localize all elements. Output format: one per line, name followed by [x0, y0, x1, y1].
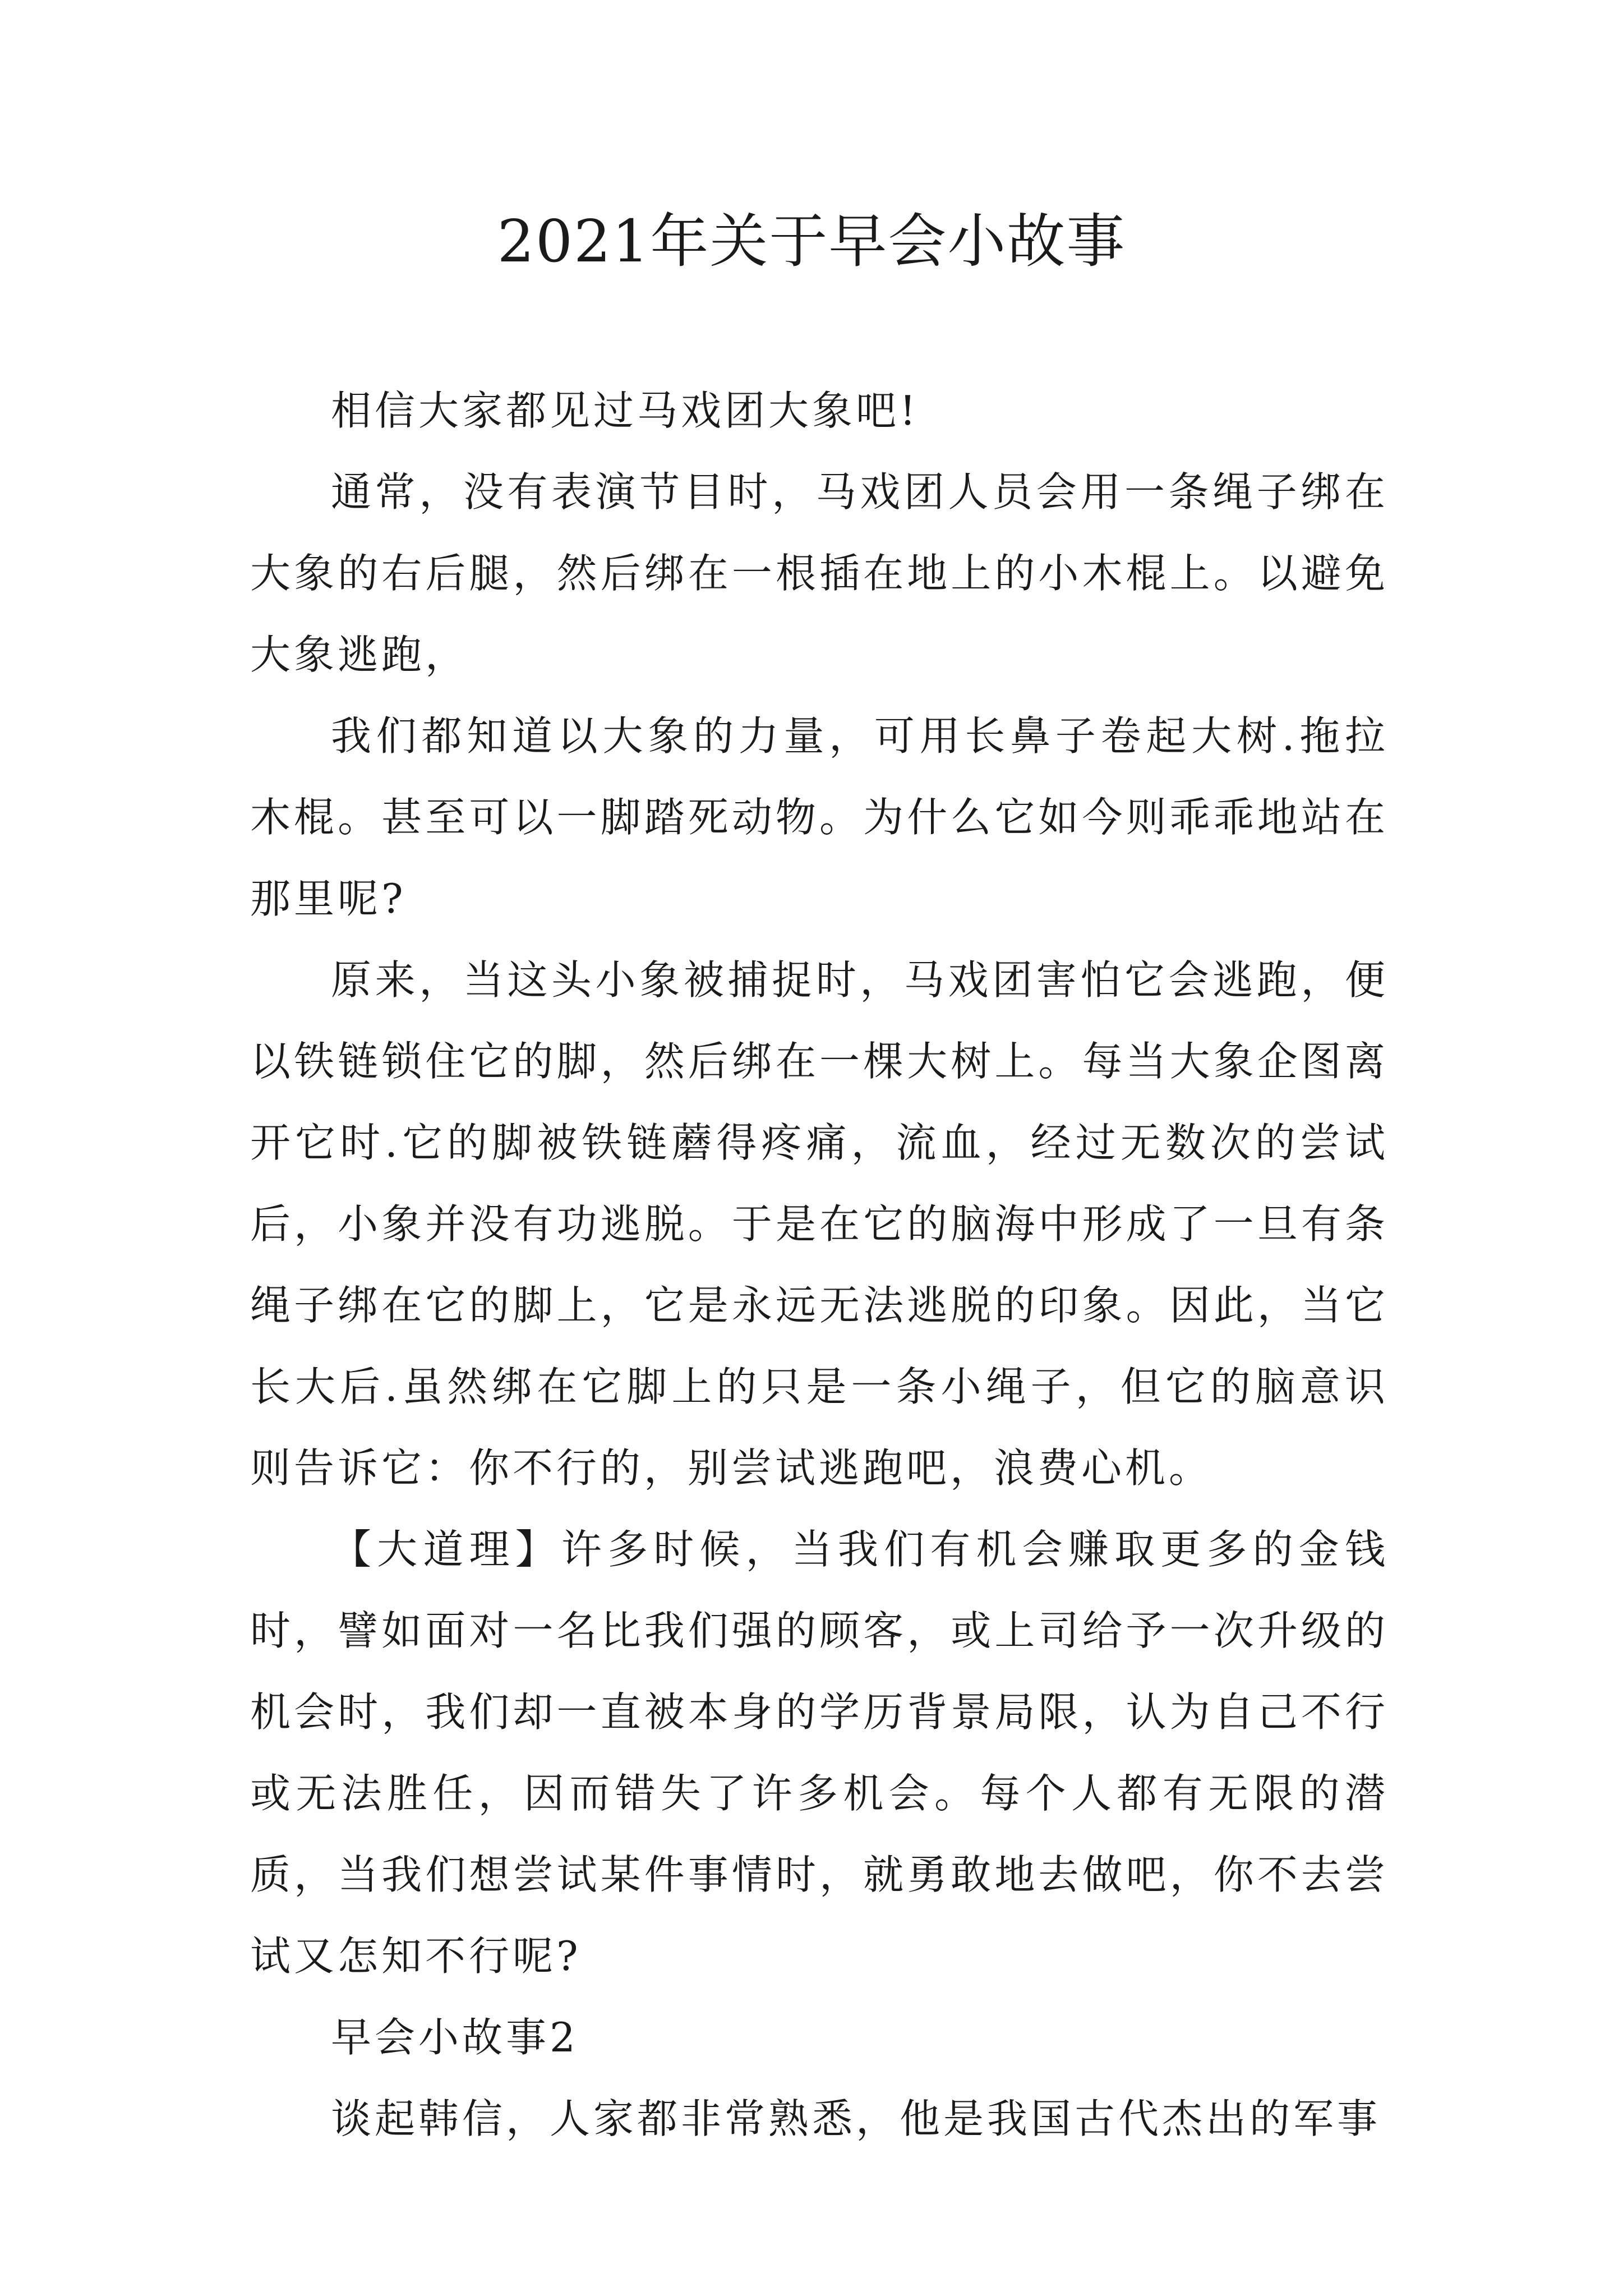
paragraph: 通常，没有表演节目时，马戏团人员会用一条绳子绑在大象的右后腿，然后绑在一根插在地上的小木棍上。以避免大象逃跑， [250, 468, 1389, 678]
paragraph: 我们都知道以大象的力量，可用长鼻子卷起大树.拖拉木棍。甚至可以一脚踏死动物。为什么它如今则乖乖地站在那里呢? [250, 712, 1389, 922]
paragraph: 原来，当这头小象被捕捉时，马戏团害怕它会逃跑，便以铁链锁住它的脚，然后绑在一棵大树上。每当大象企图离开它时.它的脚被铁链蘑得疼痛，流血，经过无数次的尝试后，小象并没有功逃脱。于是在它的脑海中形成了一旦有条绳子绑在它的脚上，它是永远无法逃脱的印象。因此，当它长大后.虽然绑在它脚上的只是一条小绳子，但它的脑意识则告诉它：你不行的，别尝试逃跑吧，浪费心机。 [250, 956, 1389, 1492]
paragraph: 相信大家都见过马戏团大象吧! [331, 387, 919, 434]
document-title: 2021年关于早会小故事 [497, 207, 1126, 275]
section-heading: 早会小故事2 [331, 2014, 579, 2061]
document-body [250, 370, 1389, 2160]
paragraph: 谈起韩信，人家都非常熟悉，他是我国古代杰出的军事 [331, 2095, 1381, 2142]
paragraph: 【大道理】许多时候，当我们有机会赚取更多的金钱时，譬如面对一名比我们强的顾客，或上司给予一次升级的机会时，我们却一直被本身的学历背景局限，认为自己不行或无法胜任，因而错失了许多机会。每个人都有无限的潜质，当我们想尝试某件事情时，就勇敢地去做吧，你不去尝试又怎知不行呢? [250, 1526, 1389, 1980]
